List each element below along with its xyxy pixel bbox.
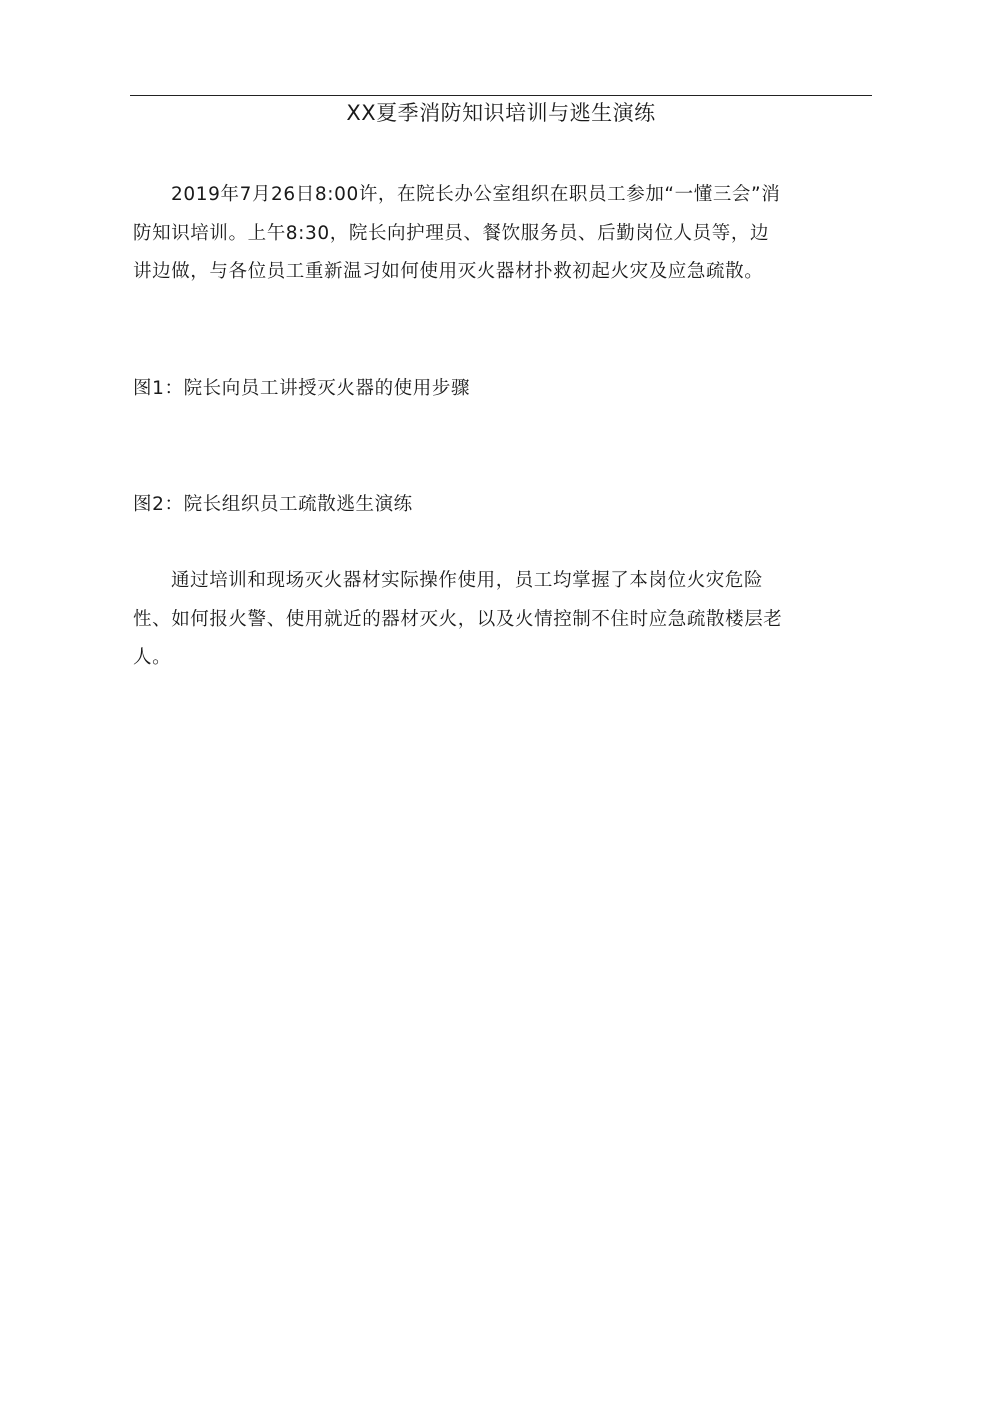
conclusion-paragraph: 通过培训和现场灭火器材实际操作使用，员工均掌握了本岗位火灾危险性、如何报火警、使用就近的器材灭火，以及火情控制不住时应急疏散楼层老人。 (133, 570, 783, 668)
intro-paragraph: 2019年7月26日8:00许，在院长办公室组织在职员工参加“一懂三会”消防知识培训。上午8:30，院长向护理员、餐饮服务员、后勤岗位人员等，边讲边做，与各位员工重新温习如何使用灭火器材扑救初起火灾及应急疏散。 (133, 184, 781, 282)
document-title: XX夏季消防知识培训与逃生演练 (346, 101, 656, 125)
figure-caption-2: 图2：院长组织员工疏散逃生演练 (133, 494, 413, 515)
figure-caption-1: 图1：院长向员工讲授灭火器的使用步骤 (133, 378, 471, 399)
header-rule (130, 95, 872, 96)
